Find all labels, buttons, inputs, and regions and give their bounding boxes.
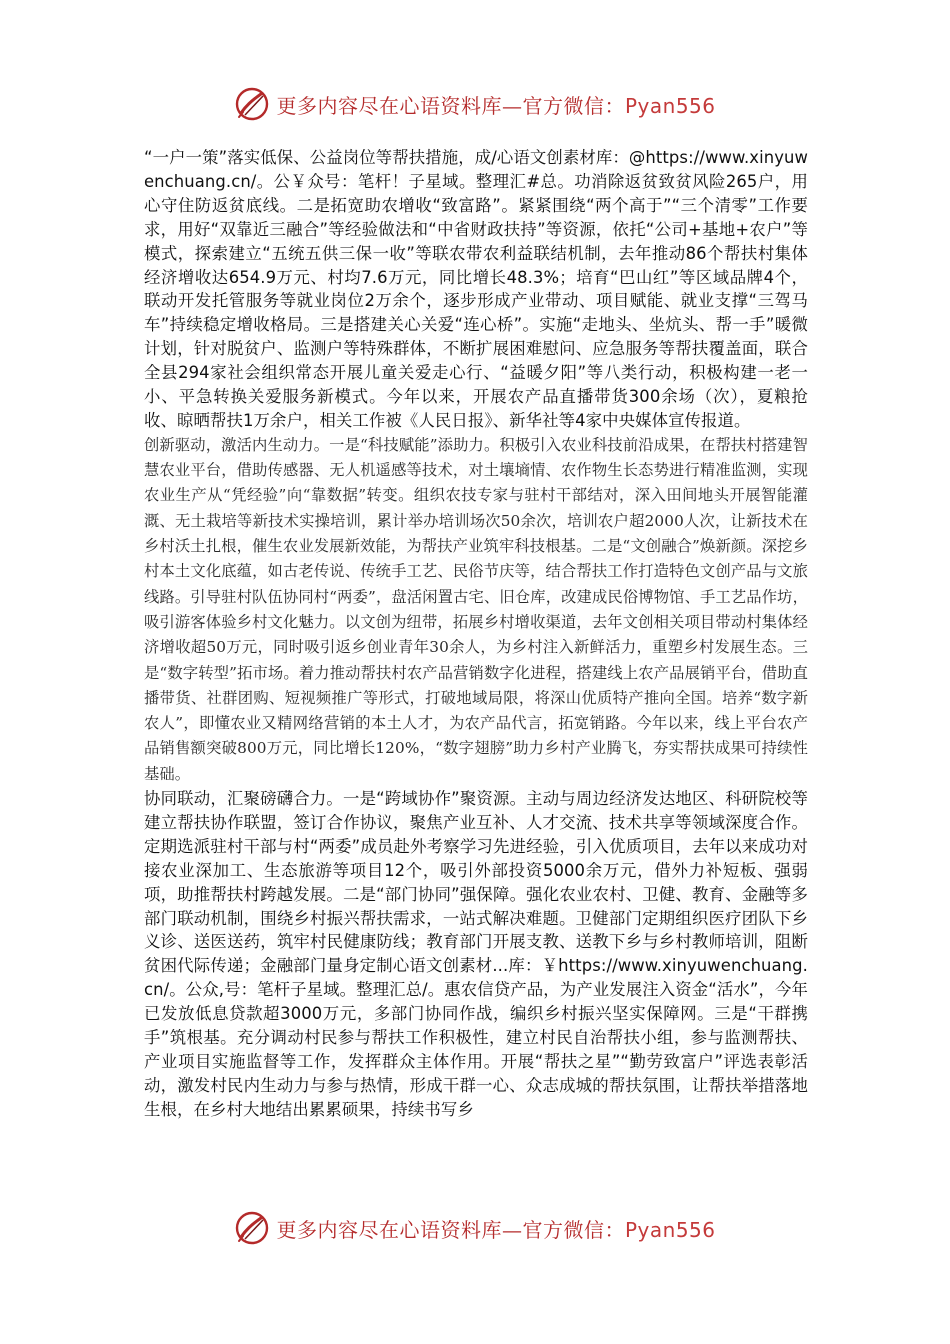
pen-logo-icon [234, 1210, 270, 1246]
pen-logo-icon [234, 86, 270, 122]
footer-banner [0, 1210, 950, 1246]
header-wechat-id: Pyan556 [624, 93, 716, 118]
paragraph-3: 协同联动，汇聚磅礴合力。一是“跨域协作”聚资源。主动与周边经济发达地区、科研院校等建立帮扶协作联盟，签订合作协议，聚焦产业互补、人才交流、技术共享等领域深度合作。定期选派驻村干部与村“两委”成员赴外考察学习先进经验，引入优质项目，去年以来成功对接农业深加工、生态旅游等项目12个，吸引外部投资5000余万元，借外力补短板、强弱项，助推帮扶村跨越发展。二是“部门协同”强保障。强化农业农村、卫健、教育、金融等多部门联动机制，围绕乡村振兴帮扶需求，一站式解决难题。卫健部门定期组织医疗团队下乡义诊、送医送药，筑牢村民健康防线；教育部门开展支教、送教下乡与乡村教师培训，阻断贫困代际传递；金融部门量身定制心语文创素材...库：￥https://www.xinyuwenchuang.cn/。公众,号：笔杆子星域。整理汇总/。惠农信贷产品，为产业发展注入资金“活水”，今年已发放低息贷款超3000万元，多部门协同作战，编织乡村振兴坚实保障网。三是“干群携手”筑根基。充分调动村民参与帮扶工作积极性，建立村民自治帮扶小组，参与监测帮扶、产业项目实施监督等工作，发挥群众主体作用。开展“帮扶之星”“勤劳致富户”评选表彰活动，激发村民内生动力与参与热情，形成干群一心、众志成城的帮扶氛围，让帮扶举措落地生根，在乡村大地结出累累硕果，持续书写乡 [144, 789, 808, 1119]
paragraph-2: 创新驱动，激活内生动力。一是“科技赋能”添助力。积极引入农业科技前沿成果，在帮扶村搭建智慧农业平台，借助传感器、无人机遥感等技术，对土壤墒情、农作物生长态势进行精准监测，实现农业生产从“凭经验”向“靠数据”转变。组织农技专家与驻村干部结对，深入田间地头开展智能灌溉、无土栽培等新技术实操培训，累计举办培训场次50余次，培训农户超2000人次，让新技术在乡村沃土扎根，催生农业发展新效能，为帮扶产业筑牢科技根基。二是“文创融合”焕新颜。深挖乡村本土文化底蕴，如古老传说、传统手工艺、民俗节庆等，结合帮扶工作打造特色文创产品与文旅线路。引导驻村队伍协同村“两委”，盘活闲置古宅、旧仓库，改建成民俗博物馆、手工艺品作坊，吸引游客体验乡村文化魅力。以文创为纽带，拓展乡村增收渠道，去年文创相关项目带动村集体经济增收超50万元，同时吸引返乡创业青年30余人，为乡村注入新鲜活力，重塑乡村发展生态。三是“数字转型”拓市场。着力推动帮扶村农产品营销数字化进程，搭建线上农产品展销平台，借助直播带货、社群团购、短视频推广等形式，打破地域局限，将深山优质特产推向全国。培养“数字新农人”，即懂农业又精网络营销的本土人才，为农产品代言，拓宽销路。今年以来，线上平台农产品销售额突破800万元，同比增长120%，“数字翅膀”助力乡村产业腾飞，夯实帮扶成果可持续性基础。 [144, 435, 808, 783]
header-banner-text: 更多内容尽在心语资料库—官方微信：Pyan556 [276, 93, 716, 118]
header-banner [0, 86, 950, 122]
footer-banner-text: 更多内容尽在心语资料库—官方微信：Pyan556 [276, 1217, 716, 1242]
footer-wechat-id: Pyan556 [624, 1217, 716, 1242]
paragraph-1: “一户一策”落实低保、公益岗位等帮扶措施，成/心语文创素材库：@https://www.xinyuwenchuang.cn/。公￥众号：笔杆！子星域。整理汇#总。功消除返贫致贫风险265户，用心守住防返贫底线。二是拓宽助农增收“致富路”。紧紧围绕“两个高于”“三个清零”工作要求，用好“双靠近三融合”等经验做法和“中省财政扶持”等资源，依托“公司+基地+农户”等模式，探索建立“五统五供三保一收”等联农带农利益联结机制，去年推动86个帮扶村集体经济增收达654.9万元、村均7.6万元，同比增长48.3%；培育“巴山红”等区域品牌4个，联动开发托管服务等就业岗位2万余个，逐步形成产业带动、项目赋能、就业支撑“三驾马车”持续稳定增收格局。三是搭建关心关爱“连心桥”。实施“走地头、坐炕头、帮一手”暖微计划，针对脱贫户、监测户等特殊群体，不断扩展困难慰问、应急服务等帮扶覆盖面，联合全县294家社会组织常态开展儿童关爱走心行、“益暖夕阳”等八类行动，积极构建一老一小、平急转换关爱服务新模式。今年以来，开展农产品直播带货300余场（次），夏粮抢收、晾晒帮扶1万余户，相关工作被《人民日报》、新华社等4家中央媒体宣传报道。 [144, 148, 808, 430]
document-body [144, 146, 808, 1122]
